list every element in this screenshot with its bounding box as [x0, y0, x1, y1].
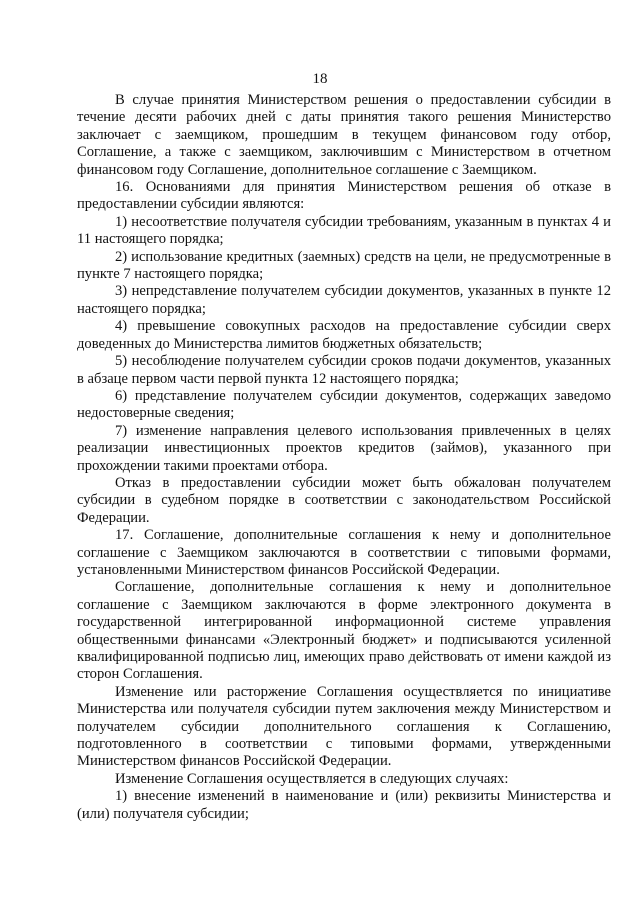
list-item-7-purpose-change: 7) изменение направления целевого использования привлеченных в целях реализации инвестиционных проектов кредитов (займов), указанного при прохождении такими проектами отбора.	[77, 422, 611, 474]
paragraph-amendment-termination: Изменение или расторжение Соглашения осуществляется по инициативе Министерства или получателя субсидии путем заключения между Министерством и получателем субсидии дополнительного соглашения к Соглашению, подготовленного в соответствии с типовыми формами, утвержденными Министерством финансов Российской Федерации.	[77, 683, 611, 770]
list-item-4-limit-exceeded: 4) превышение совокупных расходов на предоставление субсидии сверх доведенных до Министерства лимитов бюджетных обязательств;	[77, 318, 611, 352]
list-item-3-missing-documents: 3) непредставление получателем субсидии документов, указанных в пункте 12 настоящего порядка;	[77, 283, 611, 317]
document-body	[77, 92, 611, 823]
paragraph-electronic-budget: Соглашение, дополнительные соглашения к нему и дополнительное соглашение с Заемщиком заключаются в форме электронного документа в государственной интегрированной информационной системе управления общественными финансами «Электронный бюджет» и подписываются усиленной квалифицированной подписью лиц, имеющих право действовать от имени каждой из сторон Соглашения.	[77, 579, 611, 683]
paragraph-decision-agreement: В случае принятия Министерством решения о предоставлении субсидии в течение десяти рабочих дней с даты принятия такого решения Министерство заключает с заемщиком, прошедшим в текущем финансовом году отбор, Соглашение, а также с заемщиком, заключившим с Министерством в отчетном финансовом году Соглашение, дополнительное соглашение с Заемщиком.	[77, 92, 611, 178]
list-item-1-name-change: 1) внесение изменений в наименование и (или) реквизиты Министерства и (или) получателя субсидии;	[77, 788, 611, 822]
list-item-1-nonconformity: 1) несоответствие получателя субсидии требованиям, указанным в пунктах 4 и 11 настоящего порядка;	[77, 213, 611, 248]
list-item-6-false-information: 6) представление получателем субсидии документов, содержащих заведомо недостоверные сведения;	[77, 387, 611, 422]
paragraph-amendment-cases: Изменение Соглашения осуществляется в следующих случаях:	[115, 770, 509, 787]
paragraph-16-refusal-grounds: 16. Основаниями для принятия Министерством решения об отказе в предоставлении субсидии являются:	[77, 179, 611, 213]
list-item-5-deadline-violation: 5) несоблюдение получателем субсидии сроков подачи документов, указанных в абзаце первом части первой пункта 12 настоящего порядка;	[77, 353, 611, 387]
list-item-2-misuse-funds: 2) использование кредитных (заемных) средств на цели, не предусмотренные в пункте 7 настоящего порядка;	[77, 248, 611, 283]
paragraph-appeal: Отказ в предоставлении субсидии может быть обжалован получателем субсидии в судебном порядке в соответствии с законодательством Российской Федерации.	[77, 474, 611, 526]
page-number: 18	[312, 71, 328, 87]
paragraph-17-agreement-forms: 17. Соглашение, дополнительные соглашения к нему и дополнительное соглашение с Заемщиком заключаются в соответствии с типовыми формами, установленными Министерством финансов Российской Федерации.	[77, 527, 611, 578]
